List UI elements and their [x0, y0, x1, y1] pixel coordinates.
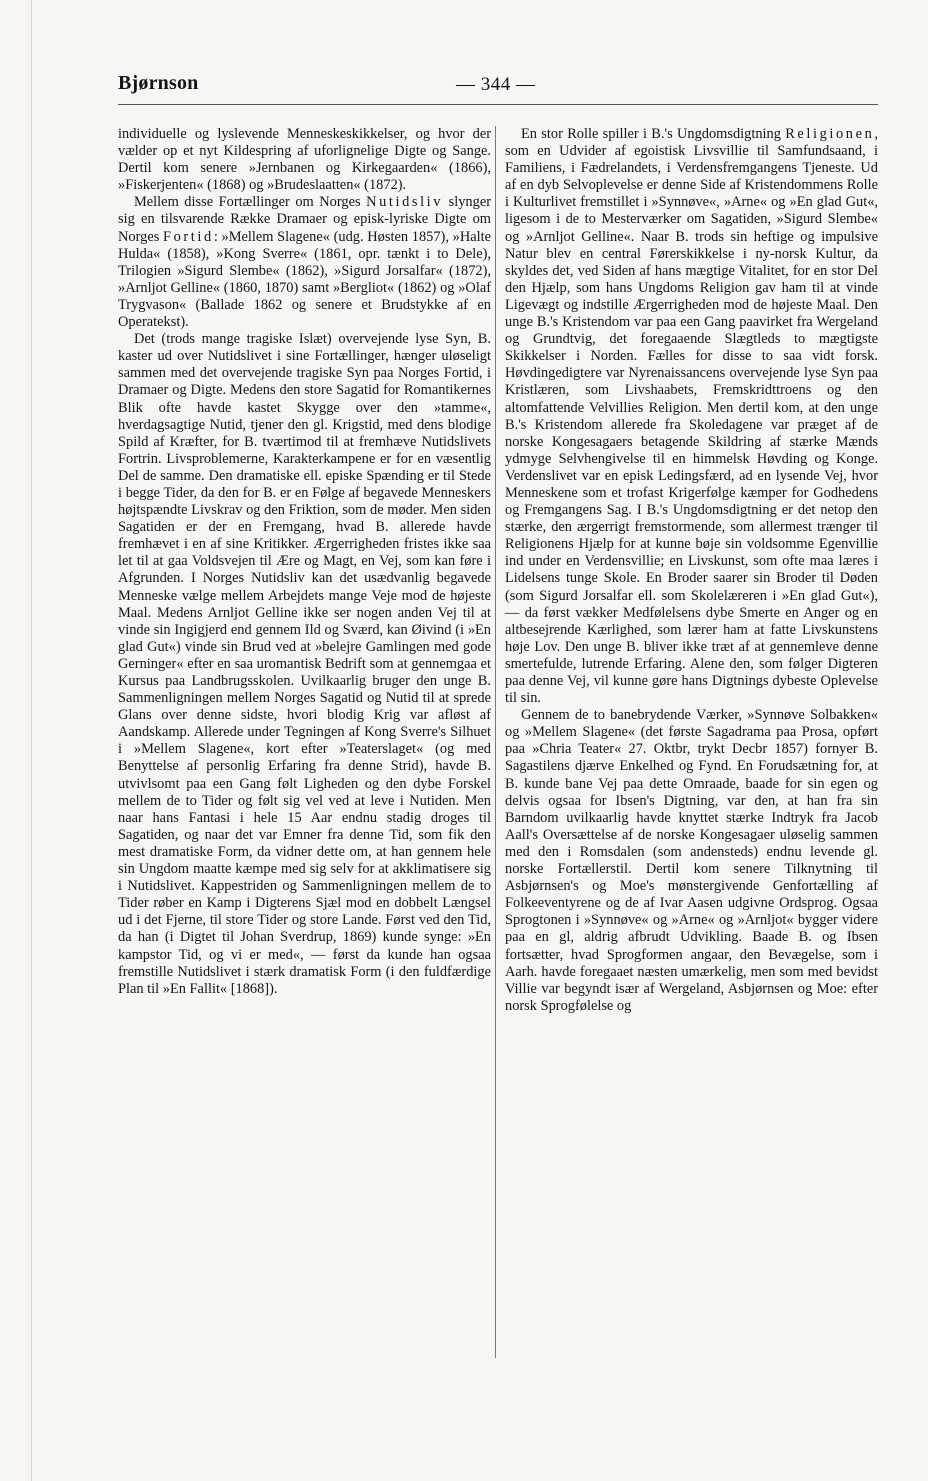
- paragraph: [118, 194, 491, 331]
- header-rule: [118, 104, 878, 105]
- paragraph: Det (trods mange tragiske Islæt) overvejende lyse Syn, B. kaster ud over Nutidslivet i sine Fortællinger, hænger uløseligt sammen med det overvejende tragiske Syn paa Norges Fortid, i Dramaer og Digte. Medens den store Sagatid for Romantikernes Blik ofte havde kastet Skygge over den »tamme«, hverdagsagtige Nutid, tjener den gl. Krigstid, med dens blodige Spild af Kræfter, for B. tværtimod til at fremhæve Nutidslivets Fortrin. Livsproblemerne, Karakterkampene er for en væsentlig Del de samme. Den dramatiske ell. episke Spænding er til Stede i begge Tider, da den for B. er en Følge af begavede Menneskers højtspændte Livskrav og den Friktion, som de møder. Men siden Sagatiden er der en Fremgang, hvad B. allerede havde fremhævet i en af sine Kritikker. Ærgerrigheden fristes ikke saa let til at gaa Voldsvejen til Ære og Magt, en Vej, som kan føre i Afgrunden. I Norges Nutidsliv kan det usædvanlig begavede Menneske vælge mellem Arbejdets mange Veje mod de højeste Maal. Medens Arnljot Gelline ikke ser nogen anden Vej til at vinde sin Ingigjerd end gennem Ild og Sværd, kan Øivind (i »En glad Gut«) vinde sin Brud ved at »belejre Gamlingen med gode Gerninger« efter en saa uromantisk Bedrift som at gennemgaa et Kursus paa Landbrugsskolen. Uvilkaarlig bruger den unge B. Sammenligningen mellem Norges Sagatid og Nutid til at sprede Glans over denne sidste, hvori blodig Krig var afløst af Aandskamp. Allerede under Tegningen af Kong Sverre's Silhuet i »Mellem Slagene«, kort efter »Teaterslaget« (og med Benyttelse af personlig Erfaring fra denne Strid), havde B. utvivlsomt paa een Gang følt Ligheden og den dybe Forskel mellem de to Tider og følt sig vel ved at leve i Nutiden. Men naar hans Fantasi i hele 15 Aar endnu stadig droges til Sagatiden, og naar det var Emner fra denne Tid, som fik den mest dramatiske Form, da vidner dette om, at han gennem hele sin Ungdom maatte kæmpe med sig selv for at akklimatisere sig i Nutidslivet. Kappestriden og Sammenligningen mellem de to Tider røber en Kamp i Digterens Sjæl mod en dobbelt Længsel ud i det Fjerne, til store Tider og store Lande. Først ved den Tid, da han (i Digtet til Johan Sverdrup, 1869) kunde synge: »En kampstor Tid, og vi er med«, — først da kunde han ogsaa fremstille Nutidslivet i stærk dramatisk Form (i den fuldfærdige Plan til »En Fallit« [1868]).: [118, 331, 491, 997]
- paragraph: [505, 126, 878, 707]
- running-title: Bjørnson: [118, 72, 199, 94]
- column-divider: [495, 126, 496, 1358]
- text-run: slynger sig en tilsvarende Række Dramaer og episk-lyriske Digte om Norges: [118, 194, 492, 245]
- running-head: [118, 72, 878, 98]
- right-column: [505, 126, 878, 1015]
- spaced-emphasis: Religionen: [785, 126, 875, 142]
- text-run: , som en Udvider af egoistisk Livsvillie til Samfundsaand, i Familiens, i Fædrelandets, i Verdensfremgangens Tjeneste. Ud af en dyb Selvoplevelse er denne Side af Kristendommens Rolle i Kulturlivet fremstillet i »Synnøve«, »Arne« og »En glad Gut«, ligesom i de to Mesterværker om Sagatiden, »Sigurd Slembe« og »Arnljot Gelline«. Naar B. trods sin heftige og impulsive Natur blev en central Førerskikkelse i ny-norsk Kultur, da skyldes det, ved Siden af hans mægtige Vitalitet, for en stor Del den Hjælp, som hans Ungdoms Religion gav ham til at vinde Ligevægt og indstille Ærgerrigheden mod de højeste Maal. Den unge B.'s Kristendom var paa een Gang paavirket fra Wergeland og Grundtvig, det foregaaende Slægtleds to mægtigste Skikkelser i Norden. Fælles for disse to saa vidt forsk. Høvdingedigtere var Nyrenaissancens overvejende lyse Syn paa Kristlæren, som Livshaabets, Fremskridttroens og den altomfattende Velvillies Religion. Men dertil kom, at den unge B.'s Kristendom allerede fra Skoledagene var præget af de norske Kongesagaers betagende Skildring af stærke Mænds ydmyge Selvhengivelse til en himmelsk Høvding og Konge. Verdenslivet var en episk Ledingsfærd, ad en lysende Vej, hvor Menneskene som et trofast Krigerfølge kæmper for Godhedens og Fremgangens Sag. I B.'s Ungdomsdigtning er det netop den stærke, den ærgerrigt fremstormende, som allermest trænger til Religionens Hjælp for at kunne bøje sin voldsomme Egenvillie ind under en Verdensvillie; en Livskunst, som ofte maa læres i Lidelsens tunge Skole. En Broder saarer sin Broder til Døden (som Sigurd Jorsalfar ell. som Skolelæreren i »En glad Gut«), — da først vækker Medfølelsens dybe Smerte en Anger og en altbesejrende Kærlighed, som lærer ham at fatte Livskunstens høje Lov. Den unge B. bliver ikke træt af at gennemleve denne smertefulde, lutrende Erfaring. Alene den, som følger Digteren paa denne Vej, vil kunne gøre hans Digtnings dybeste Oplevelse til sin.: [505, 126, 878, 707]
- text-run: Mellem disse Fortællinger om Norges: [134, 194, 367, 211]
- text-run: : »Mellem Slagene« (udg. Høsten 1857), »Halte Hulda« (1858), »Kong Sverre« (1861, opr. tænkt i to Dele), Trilogien »Sigurd Slembe« (1862), »Sigurd Jorsalfar« (1872), »Arnljot Gelline« (1860, 1870) samt »Bergliot« (1862) og »Olaf Trygvason« (Ballade 1862 og senere et Brudstykke af en Operatekst).: [118, 228, 491, 331]
- page-number: — 344 —: [456, 74, 536, 95]
- paragraph: individuelle og lyslevende Menneskeskikkelser, og hvor der vælder op et nyt Kildespring af uforlignelige Digte og Sange. Dertil kom senere »Jernbanen og Kirkegaarden« (1866), »Fiskerjenten« (1868) og »Brudeslaatten« (1872).: [118, 126, 491, 194]
- paragraph: Gennem de to banebrydende Værker, »Synnøve Solbakken« og »Mellem Slagene« (det første Sagadrama paa Prosa, opført paa »Chria Teater« 27. Oktbr, trykt Decbr 1857) fornyer B. Sagastilens djærve Enkelhed og Fynd. En Forudsætning for, at B. kunde bane Vej paa dette Omraade, baade for sin egen og delvis ogsaa for Ibsen's Digtning, var den, at han fra sin Barndom uvilkaarlig havde knyttet stærke Indtryk fra Jacob Aall's Oversættelse af de norske Kongesagaer uløselig sammen med den i Romsdalen (som andensteds) endnu levende gl. norske Fortællerstil. Dertil kom senere Tilknytning til Asbjørnsen's og Moe's mønstergivende Genfortælling af Folkeeventyrene og de af Ivar Aasen udgivne Ordsprog. Ogsaa Sprogtonen i »Synnøve« og »Arne« og »Arnljot« bygger videre paa en gl, aldrig afbrudt Udvikling. Baade B. og Ibsen fortsætter, hvad Sprogformen angaar, den Bevægelse, som i Aarh. havde foregaaet næsten umærkelig, men som med bevidst Villie var begyndt især af Wergeland, Asbjørnsen og Moe: efter norsk Sprogfølelse og: [505, 707, 878, 1014]
- spaced-emphasis: Fortid: [163, 228, 214, 245]
- left-column: [118, 126, 491, 998]
- page-edge-line: [31, 0, 32, 1481]
- text-run: En stor Rolle spiller i B.'s Ungdomsdigtning: [521, 126, 786, 142]
- spaced-emphasis: Nutidsliv: [366, 194, 444, 211]
